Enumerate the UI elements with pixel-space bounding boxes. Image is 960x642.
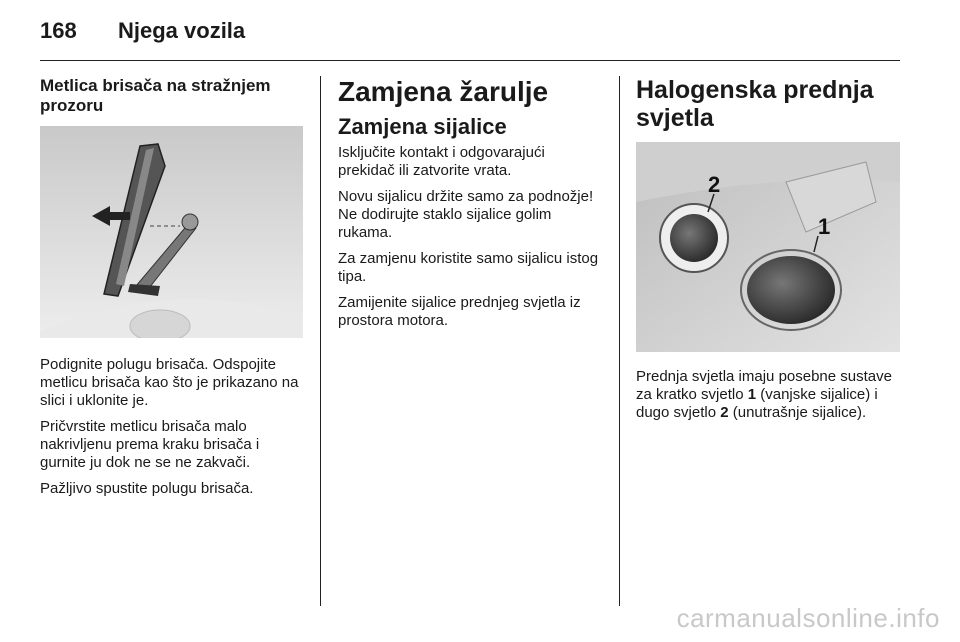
halogen-text-part-2: (vanjske sijalice) i dugo svjetlo [636, 386, 878, 421]
watermark: carmanualsonline.info [676, 603, 940, 633]
halogen-text-part-1: Prednja svjetla imaju posebne sustave za kratko svjetlo [636, 368, 892, 403]
bulb-instruction-2: Novu sijalicu držite samo za podnožje! Ne dodirujte staklo sijalice golim rukama. [338, 188, 594, 241]
bulb-instruction-1: Isključite kontakt i odgovarajući prekidač ili zatvorite vrata. [338, 144, 545, 179]
chapter-title: Njega vozila [118, 18, 246, 43]
bulb-instruction-4: Zamijenite sijalice prednjeg svjetla iz prostora motora. [338, 294, 581, 329]
section-subtitle-bulb: Zamjena sijalice [338, 114, 507, 139]
wiper-illustration [40, 126, 303, 338]
section-heading-wiper: Metlica brisača na stražnjem prozoru [40, 76, 271, 115]
wiper-step-3: Pažljivo spustite polugu brisača. [40, 480, 254, 497]
wiper-step-1: Podignite polugu brisača. Odspojite metlicu brisača kao što je prikazano na slici i uklonite je. [40, 356, 299, 409]
page-header [40, 18, 245, 48]
column-divider-1 [320, 76, 321, 606]
wiper-step-2: Pričvrstite metlicu brisača malo nakrivljenu prema kraku brisača i gurnite ju dok ne se ne zakvači. [40, 418, 260, 471]
page-number: 168 [40, 18, 77, 43]
column-halogen [636, 76, 902, 430]
figure-label-2: 2 [708, 172, 721, 197]
halogen-description [636, 368, 902, 422]
halogen-bold-1: 1 [747, 386, 757, 403]
header-rule [40, 60, 900, 61]
column-wiper [40, 76, 303, 506]
bulb-instruction-3: Za zamjenu koristite samo sijalicu istog tipa. [338, 250, 599, 285]
section-title-bulb: Zamjena žarulje [338, 76, 549, 107]
halogen-text-part-3: (unutrašnje sijalice). [728, 404, 867, 421]
column-bulb-replacement [338, 76, 604, 338]
halogen-bold-2: 2 [720, 404, 729, 421]
headlamp-illustration [636, 142, 900, 352]
section-title-halogen: Halogenska prednja svjetla [636, 76, 874, 132]
figure-label-1: 1 [818, 214, 831, 239]
column-divider-2 [619, 76, 620, 606]
